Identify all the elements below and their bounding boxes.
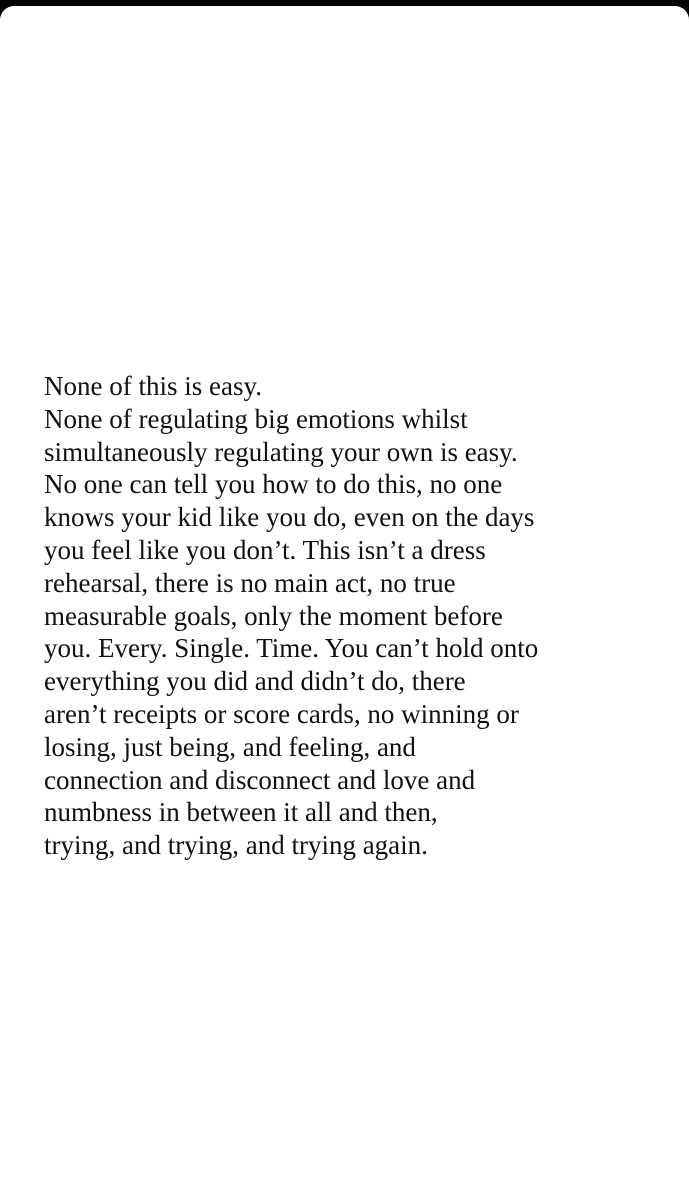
story-background (0, 6, 689, 1200)
text-line: numbness in between it all and then, (44, 797, 438, 828)
text-line: None of this is easy. (44, 371, 262, 401)
text-line: knows your kid like you do, even on the days (44, 502, 535, 533)
story-text (44, 370, 664, 862)
text-line: trying, and trying, and trying again. (44, 830, 428, 861)
text-line: simultaneously regulating your own is easy. (44, 436, 518, 467)
text-line: aren’t receipts or score cards, no winning or (44, 698, 519, 729)
text-line: losing, just being, and feeling, and (44, 731, 416, 762)
text-line: everything you did and didn’t do, there (44, 666, 466, 697)
text-line: you feel like you don’t. This isn’t a dress (44, 534, 486, 565)
text-line: connection and disconnect and love and (44, 764, 476, 795)
text-line: No one can tell you how to do this, no one (44, 469, 503, 500)
text-line: None of regulating big emotions whilst (44, 403, 468, 434)
text-line: you. Every. Single. Time. You can’t hold onto (44, 633, 539, 664)
text-line: rehearsal, there is no main act, no true (44, 567, 456, 598)
text-line: measurable goals, only the moment before (44, 600, 503, 631)
